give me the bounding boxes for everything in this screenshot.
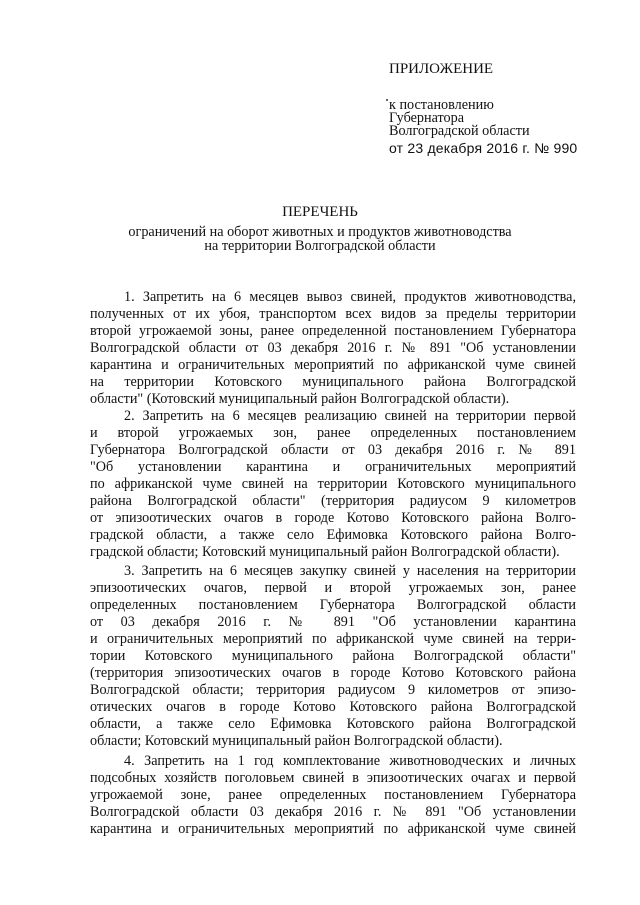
paragraph-line: Волгоградской области 03 декабря 2016 г. № 891 "Об установлении: [90, 804, 576, 820]
appendix-line: Губернатора: [389, 110, 465, 126]
paragraph-line: 3. Запретить на 6 месяцев закупку свиней у населения на территории: [124, 563, 576, 579]
paragraph-line: Волгоградской области; территория радиусом 9 километров от эпизо-: [90, 682, 576, 698]
paragraph-line: тории Котовского муниципального района Волгоградской области": [90, 648, 576, 664]
paragraph-line: градской области, а также село Ефимовка Котовского района Волго-: [90, 527, 576, 543]
paragraph-line: карантина и ограничительных мероприятий по африканской чуме свиней: [90, 357, 576, 373]
appendix-title: ПРИЛОЖЕНИЕ: [389, 61, 494, 77]
paragraph-line: "Об установлении карантина и ограничительных мероприятий: [90, 459, 576, 475]
paragraph-line: эпизоотических очагов, первой и второй угрожаемых зон, ранее: [90, 580, 576, 596]
appendix-line: к постановлению: [389, 97, 494, 113]
document-subtitle-line: на территории Волгоградской области: [204, 238, 436, 254]
appendix-date: от 23 декабря 2016 г. № 990: [389, 140, 578, 156]
appendix-line: Волгоградской области: [389, 123, 530, 139]
document-title: ПЕРЕЧЕНЬ: [282, 204, 358, 220]
paragraph-line: полученных от их убоя, транспортом всех видов за пределы территории: [90, 306, 576, 322]
paragraph-2: [90, 408, 576, 561]
paragraph-line: и ограничительных мероприятий по африканской чуме свиней на терри-: [90, 631, 576, 647]
paragraph-line: Волгоградской области от 03 декабря 2016 г. № 891 "Об установлении: [90, 340, 576, 356]
paragraph-line: второй угрожаемой зоны, ранее определенной постановлением Губернатора: [90, 323, 576, 339]
paragraph-line: подсобных хозяйств поголовьем свиней в эпизоотических очагах и первой: [90, 770, 576, 786]
paragraph-line: на территории Котовского муниципального района Волгоградской: [90, 374, 576, 390]
paragraph-line: от эпизоотических очагов в городе Котово Котовского района Волго-: [90, 510, 576, 526]
paragraph-line: отических очагов в городе Котово Котовского района Волгоградской: [90, 699, 576, 715]
document-subtitle-line: ограничений на оборот животных и продуктов животноводства: [128, 224, 512, 240]
paragraph-line: области; Котовский муниципальный район Волгоградской области).: [90, 733, 503, 749]
paragraph-line: района Волгоградской области" (территория радиусом 9 километров: [90, 493, 576, 509]
paragraph-line: карантина и ограничительных мероприятий по африканской чуме свиней: [90, 821, 576, 837]
paragraph-1: [90, 289, 576, 408]
paragraph-4: [90, 753, 576, 838]
paragraph-line: по африканской чуме свиней на территории Котовского муниципального: [90, 476, 576, 492]
paragraph-line: 4. Запретить на 1 год комплектование животноводческих и личных: [124, 753, 576, 769]
paragraph-line: 2. Запретить на 6 месяцев реализацию свиней на территории первой: [124, 408, 576, 424]
paragraph-line: (территория эпизоотических очагов в городе Котово Котовского района: [90, 665, 576, 681]
paragraph-line: от 03 декабря 2016 г. № 891 "Об установлении карантина: [90, 614, 576, 630]
paragraph-line: определенных постановлением Губернатора Волгоградской области: [90, 597, 576, 613]
paragraph-line: угрожаемой зоне, ранее определенных постановлением Губернатора: [90, 787, 576, 803]
paragraph-line: 1. Запретить на 6 месяцев вывоз свиней, продуктов животноводства,: [124, 289, 576, 305]
paragraph-line: Губернатора Волгоградской области от 03 декабря 2016 г. № 891: [90, 442, 576, 458]
paragraph-line: области, а также село Ефимовка Котовского района Волгоградской: [90, 716, 576, 732]
paragraph-line: градской области; Котовский муниципальный район Волгоградской области).: [90, 544, 560, 560]
paragraph-line: области" (Котовский муниципальный район Волгоградской области).: [90, 391, 510, 407]
paragraph-3: [90, 563, 576, 750]
paragraph-line: и второй угрожаемых зон, ранее определенных постановлением: [90, 425, 576, 441]
scan-dot: [386, 99, 388, 101]
